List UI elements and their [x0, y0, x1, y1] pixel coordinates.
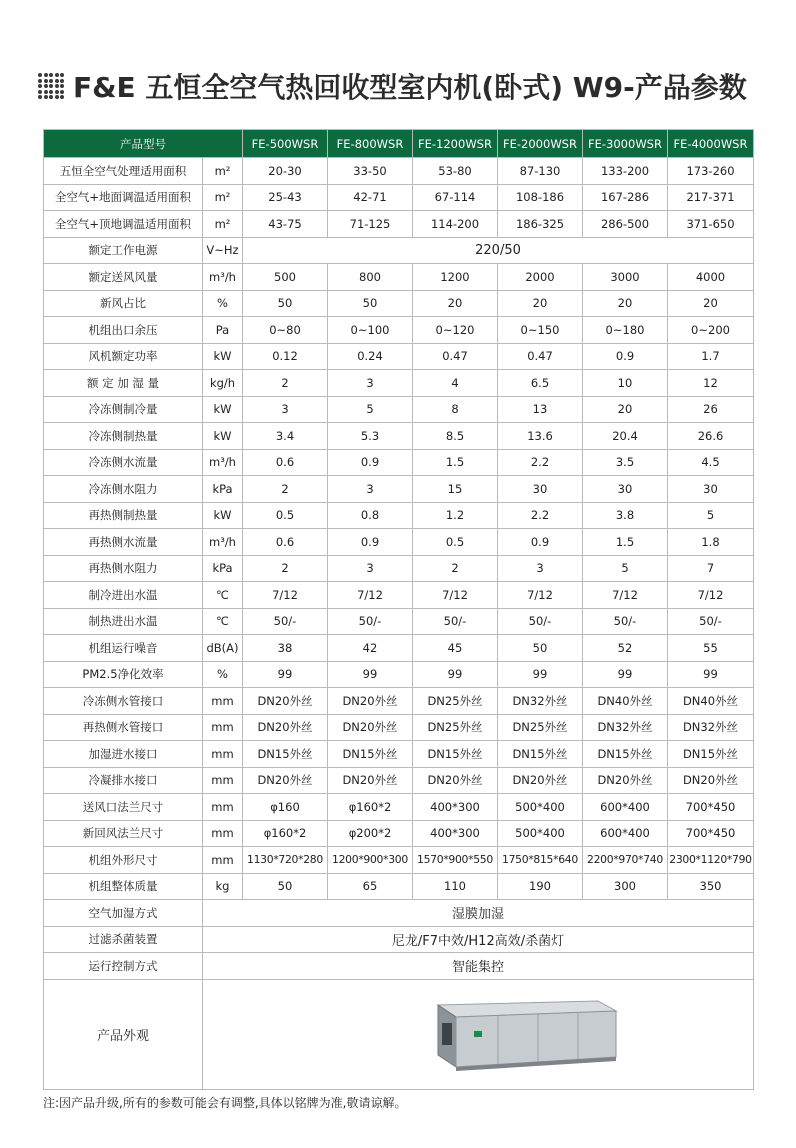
header-label: 产品型号: [44, 130, 243, 158]
row-value: 0.9: [328, 449, 413, 476]
row-value: φ200*2: [328, 820, 413, 847]
row-value: 8: [413, 396, 498, 423]
row-label: 过滤杀菌装置: [44, 926, 203, 953]
table-row: [44, 449, 754, 476]
row-value: DN20外丝: [328, 767, 413, 794]
row-value: 智能集控: [203, 953, 754, 980]
row-unit: kPa: [203, 555, 243, 582]
row-value: 114-200: [413, 211, 498, 238]
table-row: [44, 555, 754, 582]
row-unit: mm: [203, 820, 243, 847]
table-row: [44, 926, 754, 953]
row-value: 133-200: [583, 158, 668, 185]
row-value: 50: [328, 290, 413, 317]
row-value: 3: [328, 370, 413, 397]
row-unit: ℃: [203, 608, 243, 635]
row-value: 0.6: [243, 449, 328, 476]
row-value: 99: [413, 661, 498, 688]
row-value: 33-50: [328, 158, 413, 185]
appearance-label: 产品外观: [44, 979, 203, 1089]
row-value: 500: [243, 264, 328, 291]
row-value: 71-125: [328, 211, 413, 238]
row-value: DN32外丝: [498, 688, 583, 715]
table-row: [44, 767, 754, 794]
table-row: [44, 953, 754, 980]
row-value: 3.8: [583, 502, 668, 529]
row-value: 7/12: [243, 582, 328, 609]
model-header: FE-800WSR: [328, 130, 413, 158]
row-value: 2300*1120*790: [668, 847, 754, 874]
row-label: 再热侧水阻力: [44, 555, 203, 582]
row-value: 20: [583, 396, 668, 423]
row-value: 2200*970*740: [583, 847, 668, 874]
row-value: 3: [328, 476, 413, 503]
row-value: 53-80: [413, 158, 498, 185]
row-value: 湿膜加湿: [203, 900, 754, 927]
row-label: 再热侧水管接口: [44, 714, 203, 741]
row-value: 20-30: [243, 158, 328, 185]
row-value: 800: [328, 264, 413, 291]
row-value: 38: [243, 635, 328, 662]
row-value: 5: [583, 555, 668, 582]
table-row: [44, 264, 754, 291]
row-value: 50/-: [413, 608, 498, 635]
row-value: 50/-: [328, 608, 413, 635]
row-value: 99: [583, 661, 668, 688]
row-value: 0.47: [498, 343, 583, 370]
table-row: [44, 184, 754, 211]
table-row: [44, 343, 754, 370]
table-row: [44, 741, 754, 768]
row-unit: mm: [203, 714, 243, 741]
row-value: 6.5: [498, 370, 583, 397]
row-value: 45: [413, 635, 498, 662]
row-value: 0.9: [583, 343, 668, 370]
row-value: 1200*900*300: [328, 847, 413, 874]
row-value: 0.6: [243, 529, 328, 556]
row-value: 500*400: [498, 820, 583, 847]
row-value: 50: [498, 635, 583, 662]
table-row: [44, 847, 754, 874]
row-value: 350: [668, 873, 754, 900]
row-value: DN25外丝: [413, 714, 498, 741]
row-value: φ160: [243, 794, 328, 821]
table-row: [44, 317, 754, 344]
row-label: 新风占比: [44, 290, 203, 317]
table-row: [44, 608, 754, 635]
row-label: 冷凝排水接口: [44, 767, 203, 794]
row-value: 3000: [583, 264, 668, 291]
row-unit: m²: [203, 211, 243, 238]
row-value: 371-650: [668, 211, 754, 238]
row-value: DN20外丝: [328, 688, 413, 715]
row-value: 2: [413, 555, 498, 582]
row-value: 5: [668, 502, 754, 529]
row-label: 制冷进出水温: [44, 582, 203, 609]
row-label: 机组运行噪音: [44, 635, 203, 662]
row-label: 冷冻侧水管接口: [44, 688, 203, 715]
row-value: 3.5: [583, 449, 668, 476]
row-value: 7/12: [668, 582, 754, 609]
row-label: 风机额定功率: [44, 343, 203, 370]
row-value: 15: [413, 476, 498, 503]
row-value: DN20外丝: [498, 767, 583, 794]
row-unit: kPa: [203, 476, 243, 503]
table-row: [44, 237, 754, 264]
row-value: 65: [328, 873, 413, 900]
row-value: 7/12: [583, 582, 668, 609]
row-value: 167-286: [583, 184, 668, 211]
row-unit: %: [203, 290, 243, 317]
table-row: [44, 714, 754, 741]
row-value: 0.12: [243, 343, 328, 370]
table-row: [44, 900, 754, 927]
row-value: 2: [243, 476, 328, 503]
row-value: 30: [668, 476, 754, 503]
row-label: 全空气+地面调温适用面积: [44, 184, 203, 211]
row-value: 0~80: [243, 317, 328, 344]
row-value: 50: [243, 873, 328, 900]
model-header: FE-2000WSR: [498, 130, 583, 158]
row-label: 额定工作电源: [44, 237, 203, 264]
row-label: PM2.5净化效率: [44, 661, 203, 688]
page-title: [38, 66, 747, 106]
row-unit: m³/h: [203, 529, 243, 556]
row-unit: mm: [203, 688, 243, 715]
row-value: 42-71: [328, 184, 413, 211]
row-value: DN15外丝: [243, 741, 328, 768]
table-row: [44, 688, 754, 715]
table-row: [44, 396, 754, 423]
row-value: 13.6: [498, 423, 583, 450]
row-value: 25-43: [243, 184, 328, 211]
row-value: 1.7: [668, 343, 754, 370]
row-value: 0~120: [413, 317, 498, 344]
row-value: 20: [583, 290, 668, 317]
row-value: 0.5: [243, 502, 328, 529]
row-value: 300: [583, 873, 668, 900]
row-value: DN15外丝: [413, 741, 498, 768]
row-value: 30: [498, 476, 583, 503]
row-value: 2: [243, 555, 328, 582]
row-value: DN32外丝: [583, 714, 668, 741]
row-value: 7/12: [413, 582, 498, 609]
row-unit: dB(A): [203, 635, 243, 662]
row-value: 0.8: [328, 502, 413, 529]
row-value: 1.5: [413, 449, 498, 476]
row-unit: m²: [203, 184, 243, 211]
row-label: 冷冻侧制冷量: [44, 396, 203, 423]
row-value: DN20外丝: [243, 767, 328, 794]
row-value: 4000: [668, 264, 754, 291]
row-value: 5: [328, 396, 413, 423]
row-value: 1750*815*640: [498, 847, 583, 874]
row-unit: mm: [203, 741, 243, 768]
row-value: 110: [413, 873, 498, 900]
row-value: 20: [668, 290, 754, 317]
row-unit: %: [203, 661, 243, 688]
row-value: 20: [413, 290, 498, 317]
row-value: DN32外丝: [668, 714, 754, 741]
model-header: FE-3000WSR: [583, 130, 668, 158]
row-value: 50/-: [243, 608, 328, 635]
row-value: 0~200: [668, 317, 754, 344]
row-label: 冷冻侧制热量: [44, 423, 203, 450]
row-value: 0~100: [328, 317, 413, 344]
row-value: 400*300: [413, 820, 498, 847]
row-value: 3: [328, 555, 413, 582]
row-value: 50: [243, 290, 328, 317]
row-value: 7/12: [328, 582, 413, 609]
row-value: 67-114: [413, 184, 498, 211]
row-value: 600*400: [583, 820, 668, 847]
row-value: 99: [668, 661, 754, 688]
row-unit: kW: [203, 343, 243, 370]
table-row: [44, 502, 754, 529]
row-value: φ160*2: [243, 820, 328, 847]
row-value: 99: [328, 661, 413, 688]
row-value: DN20外丝: [413, 767, 498, 794]
row-value: 13: [498, 396, 583, 423]
row-label: 加湿进水接口: [44, 741, 203, 768]
row-value: 42: [328, 635, 413, 662]
row-value: 0.9: [328, 529, 413, 556]
product-unit-image: [298, 991, 658, 1075]
table-row: [44, 661, 754, 688]
row-unit: m³/h: [203, 449, 243, 476]
title-text: F&E 五恒全空气热回收型室内机(卧式) W9-产品参数: [73, 71, 747, 104]
table-row: [44, 635, 754, 662]
row-value: 286-500: [583, 211, 668, 238]
row-value: 10: [583, 370, 668, 397]
row-value: 0~150: [498, 317, 583, 344]
row-unit: mm: [203, 767, 243, 794]
row-value: 3.4: [243, 423, 328, 450]
row-unit: kg/h: [203, 370, 243, 397]
row-value: 0.24: [328, 343, 413, 370]
product-image-cell: [203, 979, 754, 1089]
row-value: 87-130: [498, 158, 583, 185]
row-value: 4.5: [668, 449, 754, 476]
table-row: [44, 820, 754, 847]
model-header: FE-4000WSR: [668, 130, 754, 158]
table-row: [44, 529, 754, 556]
model-header: FE-1200WSR: [413, 130, 498, 158]
row-value: 2.2: [498, 502, 583, 529]
row-label: 制热进出水温: [44, 608, 203, 635]
row-value: 3: [498, 555, 583, 582]
table-row: [44, 582, 754, 609]
table-row: [44, 476, 754, 503]
spec-table: [43, 129, 754, 1090]
dot-grid-icon: [38, 73, 64, 99]
table-row: [44, 290, 754, 317]
row-label: 额 定 加 湿 量: [44, 370, 203, 397]
row-unit: V~Hz: [203, 237, 243, 264]
row-value: 173-260: [668, 158, 754, 185]
row-value: DN20外丝: [243, 714, 328, 741]
row-value: 3: [243, 396, 328, 423]
row-value: 12: [668, 370, 754, 397]
row-value: DN40外丝: [583, 688, 668, 715]
row-value: 1200: [413, 264, 498, 291]
header-row: [44, 130, 754, 158]
row-label: 机组整体质量: [44, 873, 203, 900]
table-row: [44, 423, 754, 450]
row-value: 99: [498, 661, 583, 688]
row-value: 700*450: [668, 820, 754, 847]
row-value: 1.8: [668, 529, 754, 556]
row-value: DN15外丝: [328, 741, 413, 768]
row-unit: Pa: [203, 317, 243, 344]
row-value: 0.47: [413, 343, 498, 370]
row-unit: kg: [203, 873, 243, 900]
row-value: DN20外丝: [668, 767, 754, 794]
row-value: 700*450: [668, 794, 754, 821]
row-value: 7: [668, 555, 754, 582]
row-label: 冷冻侧水阻力: [44, 476, 203, 503]
row-value: 7/12: [498, 582, 583, 609]
row-label: 五恒全空气处理适用面积: [44, 158, 203, 185]
table-row: [44, 873, 754, 900]
row-value: 1570*900*550: [413, 847, 498, 874]
row-value: 20.4: [583, 423, 668, 450]
row-value: 26: [668, 396, 754, 423]
row-value: 2000: [498, 264, 583, 291]
row-label: 送风口法兰尺寸: [44, 794, 203, 821]
row-value: 1.5: [583, 529, 668, 556]
row-value: 1.2: [413, 502, 498, 529]
row-label: 运行控制方式: [44, 953, 203, 980]
row-value: 0~180: [583, 317, 668, 344]
row-unit: ℃: [203, 582, 243, 609]
row-label: 新回风法兰尺寸: [44, 820, 203, 847]
row-unit: kW: [203, 423, 243, 450]
row-value: 尼龙/F7中效/H12高效/杀菌灯: [203, 926, 754, 953]
table-row: [44, 158, 754, 185]
row-label: 全空气+顶地调温适用面积: [44, 211, 203, 238]
row-unit: mm: [203, 847, 243, 874]
row-value: 600*400: [583, 794, 668, 821]
row-value: DN25外丝: [413, 688, 498, 715]
row-value: DN25外丝: [498, 714, 583, 741]
row-value: 50/-: [668, 608, 754, 635]
row-value: 500*400: [498, 794, 583, 821]
row-label: 额定送风风量: [44, 264, 203, 291]
row-value: 99: [243, 661, 328, 688]
row-value: 217-371: [668, 184, 754, 211]
row-value: DN20外丝: [583, 767, 668, 794]
row-label: 冷冻侧水流量: [44, 449, 203, 476]
row-unit: m²: [203, 158, 243, 185]
row-value: 30: [583, 476, 668, 503]
row-value: 20: [498, 290, 583, 317]
row-value: 43-75: [243, 211, 328, 238]
appearance-row: [44, 979, 754, 1089]
row-value: 190: [498, 873, 583, 900]
row-label: 再热侧制热量: [44, 502, 203, 529]
row-value: φ160*2: [328, 794, 413, 821]
row-label: 再热侧水流量: [44, 529, 203, 556]
row-label: 空气加湿方式: [44, 900, 203, 927]
row-unit: kW: [203, 502, 243, 529]
row-unit: m³/h: [203, 264, 243, 291]
table-row: [44, 370, 754, 397]
row-value: 2.2: [498, 449, 583, 476]
row-value: 50/-: [498, 608, 583, 635]
row-value: 186-325: [498, 211, 583, 238]
row-value: DN15外丝: [668, 741, 754, 768]
row-value: DN40外丝: [668, 688, 754, 715]
row-value: 0.9: [498, 529, 583, 556]
row-value: 26.6: [668, 423, 754, 450]
table-row: [44, 794, 754, 821]
row-value: 2: [243, 370, 328, 397]
row-label: 机组外形尺寸: [44, 847, 203, 874]
row-value: 55: [668, 635, 754, 662]
row-unit: mm: [203, 794, 243, 821]
row-label: 机组出口余压: [44, 317, 203, 344]
row-value: DN15外丝: [583, 741, 668, 768]
row-value: DN15外丝: [498, 741, 583, 768]
row-value: 220/50: [243, 237, 754, 264]
row-unit: kW: [203, 396, 243, 423]
row-value: 52: [583, 635, 668, 662]
row-value: 1130*720*280: [243, 847, 328, 874]
row-value: DN20外丝: [328, 714, 413, 741]
model-header: FE-500WSR: [243, 130, 328, 158]
footnote: 注:因产品升级,所有的参数可能会有调整,具体以铭牌为准,敬请谅解。: [43, 1096, 407, 1110]
row-value: 0.5: [413, 529, 498, 556]
row-value: 108-186: [498, 184, 583, 211]
row-value: 400*300: [413, 794, 498, 821]
row-value: 4: [413, 370, 498, 397]
row-value: DN20外丝: [243, 688, 328, 715]
row-value: 5.3: [328, 423, 413, 450]
table-row: [44, 211, 754, 238]
row-value: 50/-: [583, 608, 668, 635]
row-value: 8.5: [413, 423, 498, 450]
